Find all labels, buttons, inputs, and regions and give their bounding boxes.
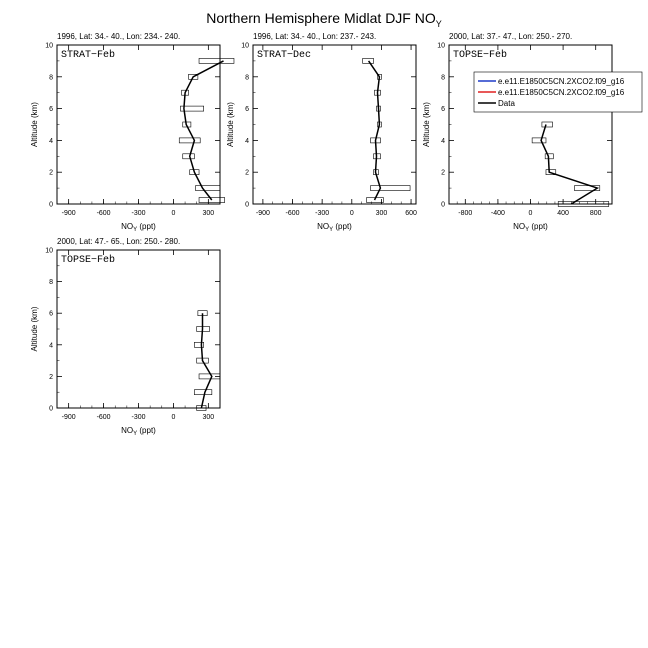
y-tick-label: 8 xyxy=(49,74,53,82)
legend xyxy=(474,72,642,112)
panel-header: 1996, Lat: 34.- 40., Lon: 234.- 240. xyxy=(57,32,181,41)
x-tick-label: -900 xyxy=(61,210,76,217)
x-tick-label: -600 xyxy=(285,210,300,217)
x-tick-label: 800 xyxy=(589,210,602,217)
figure-title: Northern Hemisphere Midlat DJF $NO_Y$ xyxy=(206,10,442,29)
y-tick-label: 0 xyxy=(49,405,53,413)
x-tick-label: -600 xyxy=(96,210,111,217)
x-tick-label: 300 xyxy=(375,210,388,217)
panel-header: 1996, Lat: 34.- 40., Lon: 237.- 243. xyxy=(253,32,377,41)
y-tick-label: 6 xyxy=(441,106,445,114)
panel-header: 2000, Lat: 37.- 47., Lon: 250.- 270. xyxy=(449,32,573,41)
campaign-label: TOPSE−Feb xyxy=(453,50,508,61)
y-tick-label: 8 xyxy=(49,279,53,287)
x-tick-label: 300 xyxy=(202,414,215,421)
y-tick-label: 4 xyxy=(49,342,53,350)
campaign-label: TOPSE−Feb xyxy=(61,255,116,266)
x-tick-label: 0 xyxy=(528,210,533,217)
y-axis-label: Altitude (km) xyxy=(30,102,39,147)
y-tick-label: 2 xyxy=(245,169,249,177)
y-tick-label: 10 xyxy=(241,42,249,50)
x-tick-label: -900 xyxy=(61,414,76,421)
y-tick-label: 6 xyxy=(245,106,249,114)
x-tick-label: -400 xyxy=(490,210,505,217)
y-tick-label: 10 xyxy=(45,247,53,255)
y-axis-label: Altitude (km) xyxy=(226,102,235,147)
x-tick-label: 300 xyxy=(202,210,215,217)
y-tick-label: 4 xyxy=(245,137,249,145)
panel-header: 2000, Lat: 47.- 65., Lon: 250.- 280. xyxy=(57,237,181,246)
x-axis-label: $NO_Y$ (ppt) xyxy=(513,222,548,233)
x-tick-label: -300 xyxy=(131,210,146,217)
y-tick-label: 10 xyxy=(45,42,53,50)
x-tick-label: 600 xyxy=(405,210,417,217)
y-tick-label: 0 xyxy=(245,201,249,209)
y-tick-label: 2 xyxy=(441,169,445,177)
x-tick-label: 0 xyxy=(171,210,176,217)
campaign-label: STRAT−Dec xyxy=(257,50,312,61)
y-tick-label: 8 xyxy=(245,74,249,82)
x-tick-label: 400 xyxy=(557,210,569,217)
y-tick-label: 4 xyxy=(49,137,53,145)
x-axis-label: $NO_Y$ (ppt) xyxy=(121,222,156,233)
x-axis-label: $NO_Y$ (ppt) xyxy=(121,426,156,437)
x-tick-label: -300 xyxy=(131,414,146,421)
legend-label: e.e11.E1850C5CN.2XCO2.f09_g16 xyxy=(498,88,625,97)
campaign-label: STRAT−Feb xyxy=(61,50,116,61)
legend-label: e.e11.E1850C5CN.2XCO2.f09_g16 xyxy=(498,77,625,86)
y-tick-label: 0 xyxy=(49,201,53,209)
x-tick-label: -300 xyxy=(315,210,330,217)
x-axis-label: $NO_Y$ (ppt) xyxy=(317,222,352,233)
y-tick-label: 6 xyxy=(49,106,53,114)
x-tick-label: 0 xyxy=(171,414,176,421)
x-tick-label: -800 xyxy=(458,210,473,217)
y-tick-label: 2 xyxy=(49,373,53,381)
y-tick-label: 4 xyxy=(441,137,445,145)
x-tick-label: 0 xyxy=(349,210,354,217)
y-axis-label: Altitude (km) xyxy=(30,306,39,352)
y-tick-label: 6 xyxy=(49,310,53,318)
y-tick-label: 0 xyxy=(441,201,445,209)
y-axis-label: Altitude (km) xyxy=(422,102,431,147)
y-tick-label: 2 xyxy=(49,169,53,177)
x-tick-label: -600 xyxy=(96,414,111,421)
y-tick-label: 8 xyxy=(441,74,445,82)
legend-label: Data xyxy=(498,99,515,108)
x-tick-label: -900 xyxy=(255,210,270,217)
y-tick-label: 10 xyxy=(437,42,445,50)
